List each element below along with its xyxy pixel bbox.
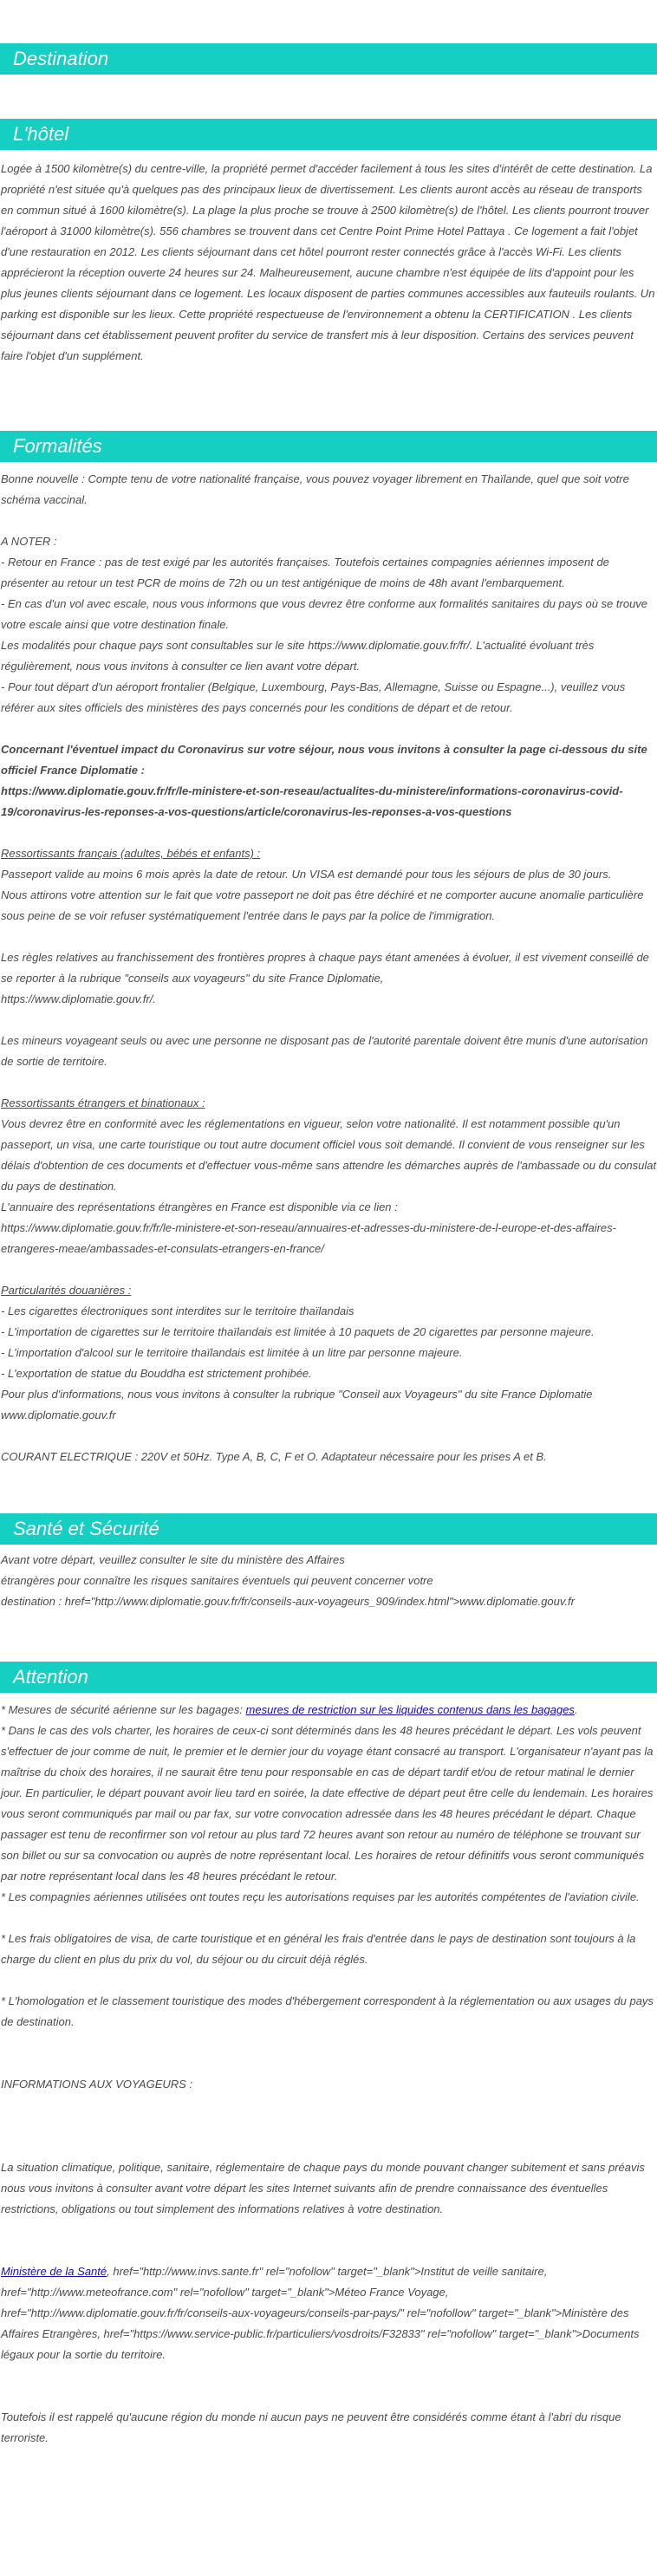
visa-fees-text: * Les frais obligatoires de visa, de carte touristique et en général les frais d'entrée dans le pays de destination sont toujours à la charge du client en plus du prix du vol, du séjour ou du circuit déjà réglés.	[1, 1932, 636, 1966]
baggage-security-line	[1, 1700, 657, 1721]
attention-heading: Attention	[0, 1662, 657, 1693]
hotel-description: Logée à 1500 kilomètre(s) du centre-ville, la propriété permet d'accéder facilement à tous les sites d'intérêt de cette destination. La propriété n'est située qu'à quelques pas des principaux lieux de divertissement. Les clients auront accès au réseau de transports en commun situé à 1600 kilomètre(s). La plage la plus proche se trouve à 2500 kilomètre(s) de l'hôtel. Les clients pourront trouver l'aéroport à 31000 kilomètre(s). 556 chambres se trouvent dans cet Centre Point Prime Hotel Pattaya . Ce logement a fait l'objet d'une restauration en 2012. Les clients séjournant dans cet hôtel pourront rester connectés grâce à l'accès Wi-Fi. Les clients apprécieront la réception ouverte 24 heures sur 24. Malheureusement, aucune chambre n'est équipée de lits d'appoint pour les plus jeunes clients séjournant dans ce logement. Les locaux disposent de parties communes accessibles aux fauteuils roulants. Un parking est disponible sur les lieux. Cette propriété respectueuse de l'environnement a obtenu la CERTIFICATION . Les clients séjournant dans cet établissement peuvent profiter du service de transfert mis à leur disposition. Certains des services peuvent faire l'objet d'un supplément.	[1, 162, 655, 362]
traveler-info-heading: INFORMATIONS AUX VOYAGEURS :	[1, 2078, 193, 2091]
charter-flights-text: * Dans le cas des vols charter, les horaires de ceux-ci sont déterminés dans les 48 heures précédant le départ. Les vols peuvent s'effectuer de jour comme de nuit, le premier et le dernier jour du voyage étant consacré au transport. L'organisateur n'ayant pas la maîtrise du choix des horaires, il ne saurait être tenu pour responsable en cas de départ tardif et/ou de retour matinal le dernier jour. En particulier, le départ pouvant avoir lieu tard en soirée, la date effective de départ peut être celle du lendemain. Les horaires vous seront communiqués par mail ou par fax, sur votre convocation adressée dans les 48 heures précédant le départ. Chaque passager est tenu de reconfirmer son vol retour au plus tard 72 heures avant son retour au numéro de téléphone se trouvant sur son billet ou sur sa convocation ou auprès de notre représentant local. Les horaires de retour définitifs vous seront communiqués par notre représentant local dans les 48 heures précédant le retour. * Les compagnies aériennes utilisées ont toutes reçu les autorisations requises par les autorités compétentes de l'aviation civile.	[1, 1724, 654, 1903]
destination-section	[0, 43, 657, 75]
sante-text: Avant votre départ, veuillez consulter le site du ministère des Affaires étrangères pour connaître les risques sanitaires éventuels qui peuvent concerner votre destination : href="http://www.diplomatie.gouv.fr/fr/conseils-aux-voyageurs_909/index.html">www.diplomatie.gouv.fr	[1, 1553, 575, 1608]
borders-rules-text: Les règles relatives au franchissement des frontières propres à chaque pays étant amenées à évoluer, il est vivement conseillé de se reporter à la rubrique "conseils aux voyageurs" du site France Diplomatie, https://www.diplomatie.gouv.fr/.	[1, 951, 649, 1005]
useful-links-text	[1, 2261, 657, 2365]
foreign-nationals-text: Vous devrez être en conformité avec les réglementations en vigueur, selon votre nationalité. Il est notamment possible qu'un passeport, un visa, une carte touristique ou tout autre document officiel vous soit demandé. Il convient de vous renseigner sur les délais d'obtention de ces documents et d'effectuer vous-même sans attendre les démarches auprès de l'ambassade ou du consulat du pays de destination. L'annuaire des représentations étrangères en France est disponible via ce lien : https://www.diplomatie.gouv.fr/fr/le-ministere-et-son-reseau/annuaires-et-adresses-du-ministere-de-l-europe-et-des-affaires-etrangeres-meae/ambassades-et-consulats-etrangers-en-france/	[1, 1117, 657, 1255]
destination-heading: Destination	[0, 43, 657, 75]
sante-section	[0, 1513, 657, 1612]
foreign-nationals-heading: Ressortissants étrangers et binationaux :	[1, 1096, 205, 1109]
terrorism-risk-text: Toutefois il est rappelé qu'aucune région du monde ni aucun pays ne peuvent être considérés comme étant à l'abri du risque terroriste.	[1, 2410, 621, 2444]
minors-text: Les mineurs voyageant seuls ou avec une personne ne disposant pas de l'autorité parentale doivent être munis d'une autorisation de sortie de territoire.	[1, 1034, 648, 1068]
traveler-info-text: La situation climatique, politique, sanitaire, réglementaire de chaque pays du monde pouvant changer subitement et sans préavis nous vous invitons à consulter avant votre départ les sites Internet suivants afin de prendre connaissance des éventuelles restrictions, obligations ou tout simplement des informations relatives à votre destination.	[1, 2161, 645, 2215]
french-nationals-heading: Ressortissants français (adultes, bébés et enfants) :	[1, 847, 261, 860]
formalites-a-noter: A NOTER : - Retour en France : pas de test exigé par les autorités françaises. Toutefois certaines compagnies aériennes imposent de présenter au retour un test PCR de moins de 72h ou un test antigénique de moins de 48h avant l'embarquement. - En cas d'un vol avec escale, nous vous informons que vous devrez être conforme aux formalités sanitaires du pays où se trouve votre escale ainsi que votre destination finale. Les modalités pour chaque pays sont consultables sur le site https://www.diplomatie.gouv.fr/fr/. L'actualité évoluant très régulièrement, nous vous invitons à consulter ce lien avant votre départ. - Pour tout départ d'un aéroport frontalier (Belgique, Luxembourg, Pays-Bas, Allemagne, Suisse ou Espagne...), veuillez vous référer aux sites officiels des ministères des pays concernés pour les conditions de départ et de retour.	[1, 535, 648, 714]
attention-section	[0, 1662, 657, 2449]
hotel-heading: L'hôtel	[0, 119, 657, 150]
electric-current-text: COURANT ELECTRIQUE : 220V et 50Hz. Type A, B, C, F et O. Adaptateur nécessaire pour les prises A et B.	[1, 1450, 547, 1463]
formalites-coronavirus-note: Concernant l'éventuel impact du Coronavirus sur votre séjour, nous vous invitons à consulter la page ci-dessous du site officiel France Diplomatie : https://www.diplomatie.gouv.fr/fr/le-ministere-et-son-reseau/actualites-du-ministere/informations-coronavirus-covid-19/coronavirus-les-reponses-a-vos-questions/article/coronavirus-les-reponses-a-vos-questions	[1, 743, 647, 818]
useful-links-rest: , href="http://www.invs.sante.fr" rel="nofollow" target="_blank">Institut de veille sanitaire, href="http://www.meteofrance.com" rel="nofollow" target="_blank">Méteo France Voyage, href="http://www.diplomatie.gouv.fr/fr/conseils-aux-voyageurs/conseils-par-pays/" rel="nofollow" target="_blank">Ministère des Affaires Etrangères, href="https://www.service-public.fr/particuliers/vosdroits/F32833" rel="nofollow" target="_blank">Documents légaux pour la sortie du territoire.	[1, 2265, 640, 2361]
formalites-section	[0, 431, 657, 1467]
formalites-heading: Formalités	[0, 431, 657, 462]
customs-text: - Les cigarettes électroniques sont interdites sur le territoire thaïlandais - L'importation de cigarettes sur le territoire thaïlandais est limitée à 10 paquets de 20 cigarettes par personne majeure. - L'importation d'alcool sur le territoire thaïlandais est limitée à un litre par personne majeure. - L'exportation de statue du Bouddha est strictement prohibée. Pour plus d'informations, nous vous invitons à consulter la rubrique "Conseil aux Voyageurs" du site France Diplomatie www.diplomatie.gouv.fr	[1, 1304, 595, 1421]
liquids-restriction-link[interactable]: mesures de restriction sur les liquides contenus dans les bagages	[245, 1703, 575, 1716]
baggage-security-prefix: * Mesures de sécurité aérienne sur les bagages:	[1, 1703, 246, 1716]
hotel-section	[0, 119, 657, 367]
french-nationals-text: Passeport valide au moins 6 mois après la date de retour. Un VISA est demandé pour tous les séjours de plus de 30 jours. Nous attirons votre attention sur le fait que votre passeport ne doit pas être déchiré et ne comporter aucune anomalie particulière sous peine de se voir refuser systématiquement l'entrée dans le pays par la police de l'immigration.	[1, 868, 644, 922]
customs-heading: Particularités douanières :	[1, 1284, 132, 1297]
baggage-security-suffix: .	[574, 1703, 578, 1716]
formalites-nationality-note: Bonne nouvelle : Compte tenu de votre nationalité française, vous pouvez voyager librement en Thaïlande, quel que soit votre schéma vaccinal.	[1, 472, 629, 506]
ministry-health-link[interactable]: Ministère de la Santé	[1, 2265, 107, 2278]
accommodation-rating-text: * L'homologation et le classement touristique des modes d'hébergement correspondent à la réglementation ou aux usages du pays de destination.	[1, 1994, 654, 2028]
sante-heading: Santé et Sécurité	[0, 1513, 657, 1545]
